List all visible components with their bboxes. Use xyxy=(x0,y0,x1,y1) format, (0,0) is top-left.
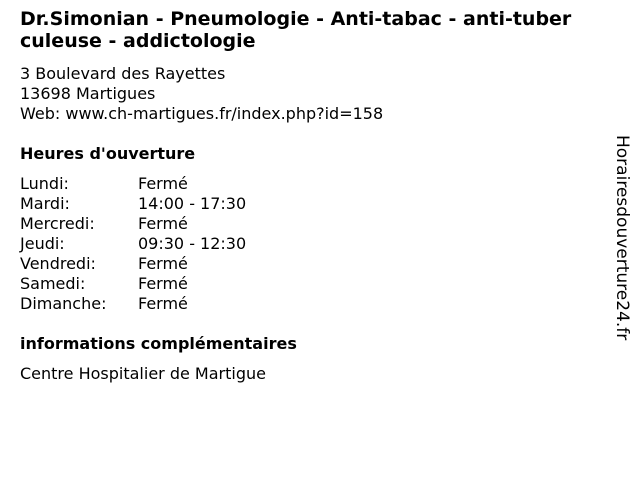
day-label: Vendredi: xyxy=(20,254,96,273)
web-label: Web: xyxy=(20,104,66,123)
hours-row-monday xyxy=(20,174,246,194)
hours-row-thursday xyxy=(20,234,246,254)
day-label: Mardi: xyxy=(20,194,70,213)
day-hours: Fermé xyxy=(138,214,188,233)
hours-row-sunday xyxy=(20,294,246,314)
opening-hours-table xyxy=(20,174,246,314)
website-link[interactable]: www.ch-martigues.fr/index.php?id=158 xyxy=(65,104,384,123)
hours-row-friday xyxy=(20,254,246,274)
day-hours: Fermé xyxy=(138,174,188,193)
additional-info-heading: informations complémentaires xyxy=(20,334,297,353)
day-hours: 14:00 - 17:30 xyxy=(138,194,247,213)
day-label: Samedi: xyxy=(20,274,86,293)
day-hours: Fermé xyxy=(138,294,188,313)
hours-row-wednesday xyxy=(20,214,246,234)
day-hours: Fermé xyxy=(138,254,188,273)
site-watermark: Horairesdouverture24.fr xyxy=(612,135,632,341)
opening-hours-heading: Heures d'ouverture xyxy=(20,144,196,163)
day-hours: Fermé xyxy=(138,274,188,293)
page-title: Dr.Simonian - Pneumologie - Anti-tabac - anti-tuberculeuse - addictologie xyxy=(20,8,572,52)
day-label: Mercredi: xyxy=(20,214,95,233)
street-address: 3 Boulevard des Rayettes xyxy=(20,64,226,83)
additional-info-text: Centre Hospitalier de Martigue xyxy=(20,364,266,383)
city-postal: 13698 Martigues xyxy=(20,84,156,103)
day-label: Dimanche: xyxy=(20,294,107,313)
day-label: Jeudi: xyxy=(20,234,65,253)
hours-row-saturday xyxy=(20,274,246,294)
website-line xyxy=(20,104,383,124)
hours-row-tuesday xyxy=(20,194,246,214)
day-label: Lundi: xyxy=(20,174,69,193)
address-block xyxy=(20,64,383,124)
day-hours: 09:30 - 12:30 xyxy=(138,234,247,253)
